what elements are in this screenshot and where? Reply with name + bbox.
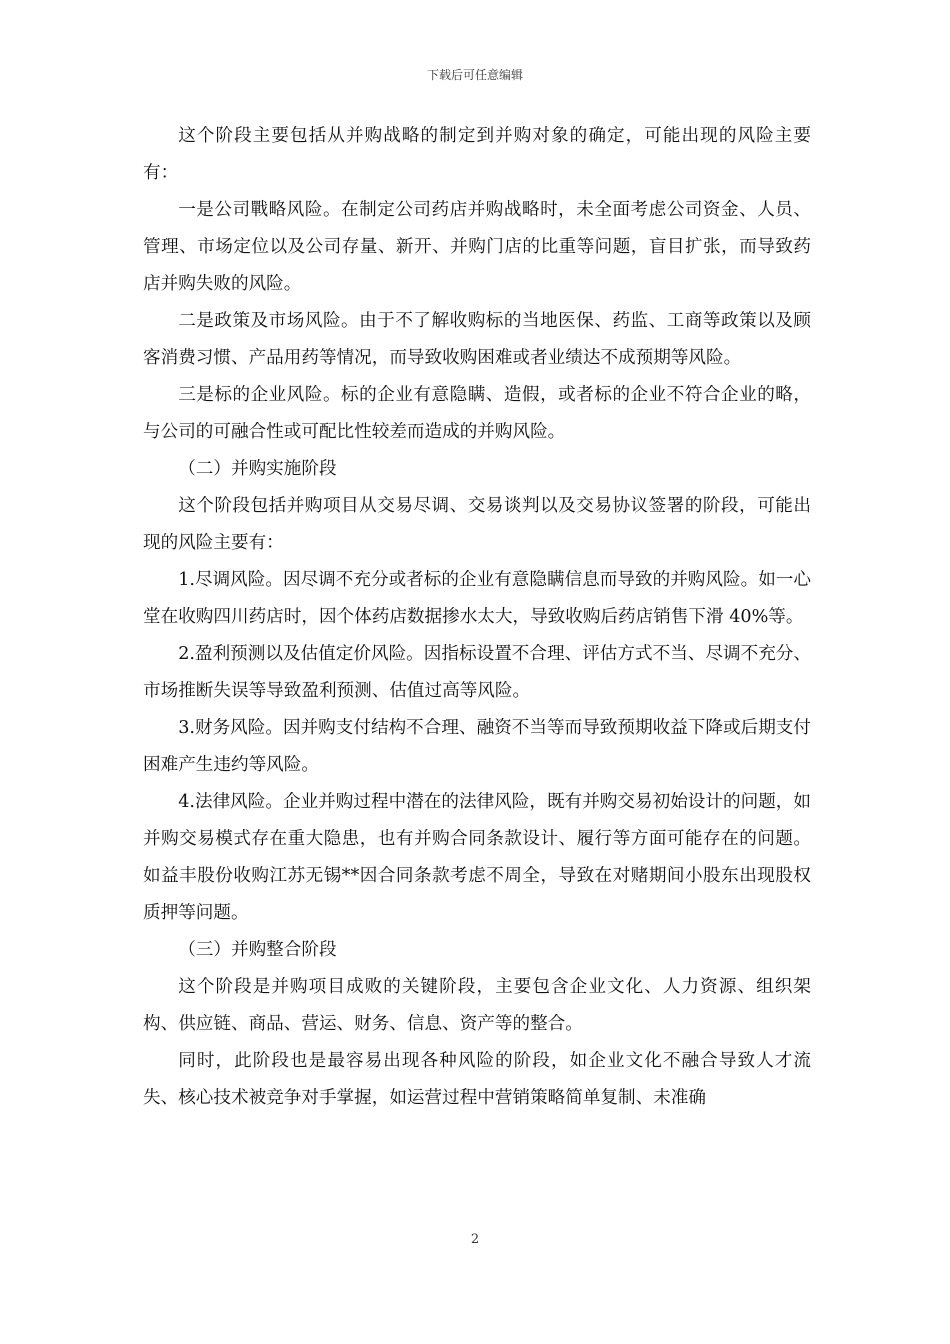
paragraph-integration-risks: 同时，此阶段也是最容易出现各种风险的阶段，如企业文化不融合导致人才流失、核心技术被竞争对手掌握，如运营过程中营销策略简单复制、未准确 — [143, 1051, 811, 1108]
paragraph-financial-risk: 3.财务风险。因并购支付结构不合理、融资不当等而导致预期收益下降或后期支付困难产生违约等风险。 — [143, 718, 811, 775]
page-number: 2 — [470, 1232, 480, 1247]
paragraph-target-risk: 三是标的企业风险。标的企业有意隐瞒、造假，或者标的企业不符合企业的略，与公司的可融合性或可配比性较差而造成的并购风险。 — [143, 385, 811, 442]
section-heading-implementation: （二）并购实施阶段 — [178, 459, 337, 479]
paragraph-due-diligence-risk: 1.尽调风险。因尽调不充分或者标的企业有意隐瞒信息而导致的并购风险。如一心堂在收购四川药店时，因个体药店数据掺水太大，导致收购后药店销售下滑 40%等。 — [143, 570, 811, 627]
section-heading-integration: （三）并购整合阶段 — [178, 940, 337, 960]
paragraph-implementation-intro: 这个阶段包括并购项目从交易尽调、交易谈判以及交易协议签署的阶段，可能出现的风险主要有： — [143, 496, 811, 553]
paragraph-strategy-risk: 一是公司戰略风险。在制定公司药店并购战略时，未全面考虑公司资金、人员、管理、市场定位以及公司存量、新开、并购门店的比重等问题，盲目扩张，而导致药店并购失败的风险。 — [143, 200, 811, 294]
paragraph-legal-risk: 4.法律风险。企业并购过程中潜在的法律风险，既有并购交易初始设计的问题，如并购交易模式存在重大隐患，也有并购合同条款设计、履行等方面可能存在的问题。如益丰股份收购江苏无锡**因合同条款考虑不周全，导致在对赌期间小股东出现股权质押等问题。 — [143, 792, 811, 923]
paragraph-intro: 这个阶段主要包括从并购战略的制定到并购对象的确定，可能出现的风险主要有： — [143, 126, 811, 183]
page-header: 下载后可任意编辑 — [426, 68, 523, 82]
paragraph-valuation-risk: 2.盈利预测以及估值定价风险。因指标设置不合理、评估方式不当、尽调不充分、市场推断失误等导致盈利预测、估值过高等风险。 — [143, 644, 811, 701]
document-body — [143, 118, 811, 1117]
paragraph-policy-market-risk: 二是政策及市场风险。由于不了解收购标的当地医保、药监、工商等政策以及顾客消费习惯、产品用药等情况，而导致收购困难或者业绩达不成预期等风险。 — [143, 311, 811, 368]
paragraph-integration-intro: 这个阶段是并购项目成败的关键阶段，主要包含企业文化、人力资源、组织架构、供应链、商品、营运、财务、信息、资产等的整合。 — [143, 977, 811, 1034]
